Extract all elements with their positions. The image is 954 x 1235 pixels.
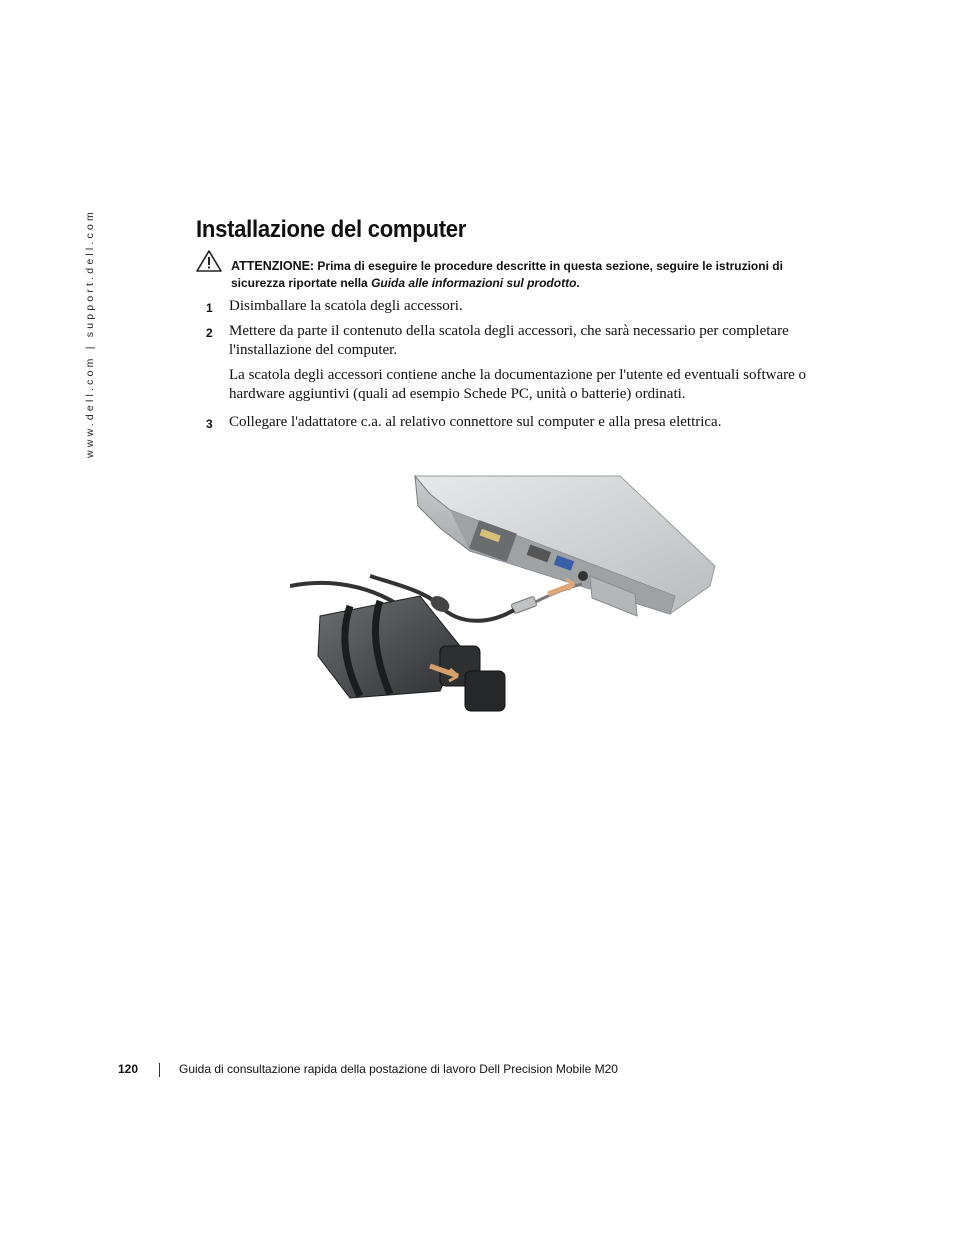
laptop-computer (415, 476, 715, 616)
warning-text: Prima di eseguire le procedure descritte in questa sezione, seguire le istruzioni di sicurezza riportate nella (231, 259, 783, 290)
step-number: 1 (206, 301, 213, 315)
ac-adapter (318, 596, 505, 711)
warning-text-end: . (576, 276, 580, 290)
warning-triangle-icon (195, 249, 223, 273)
step-number: 2 (206, 326, 213, 340)
ac-adapter-connection-illustration (290, 466, 730, 718)
warning-note (231, 258, 831, 292)
step-text: Disimballare la scatola degli accessori. (229, 298, 463, 314)
page-footer (0, 1062, 954, 1082)
step-number: 3 (206, 417, 213, 431)
footer-document-title: Guida di consultazione rapida della postazione di lavoro Dell Precision Mobile M20 (179, 1062, 618, 1076)
footer-divider (159, 1063, 160, 1077)
side-url: www.dell.com | support.dell.com (84, 209, 96, 458)
step-note: La scatola degli accessori contiene anche la documentazione per l'utente ed eventuali software o hardware aggiuntivi (quali ad esempio Schede PC, unità o batterie) ordinati. (229, 367, 807, 402)
page-number: 120 (118, 1062, 139, 1076)
page-title: Installazione del computer (196, 216, 467, 243)
product-guide-reference: Guida alle informazioni sul prodotto (371, 276, 577, 290)
warning-label: ATTENZIONE: (231, 259, 315, 273)
step-text: Mettere da parte il contenuto della scatola degli accessori, che sarà necessario per completare l'installazione del computer. (229, 323, 789, 358)
step-text: Collegare l'adattatore c.a. al relativo connettore sul computer e alla presa elettrica. (229, 414, 722, 430)
